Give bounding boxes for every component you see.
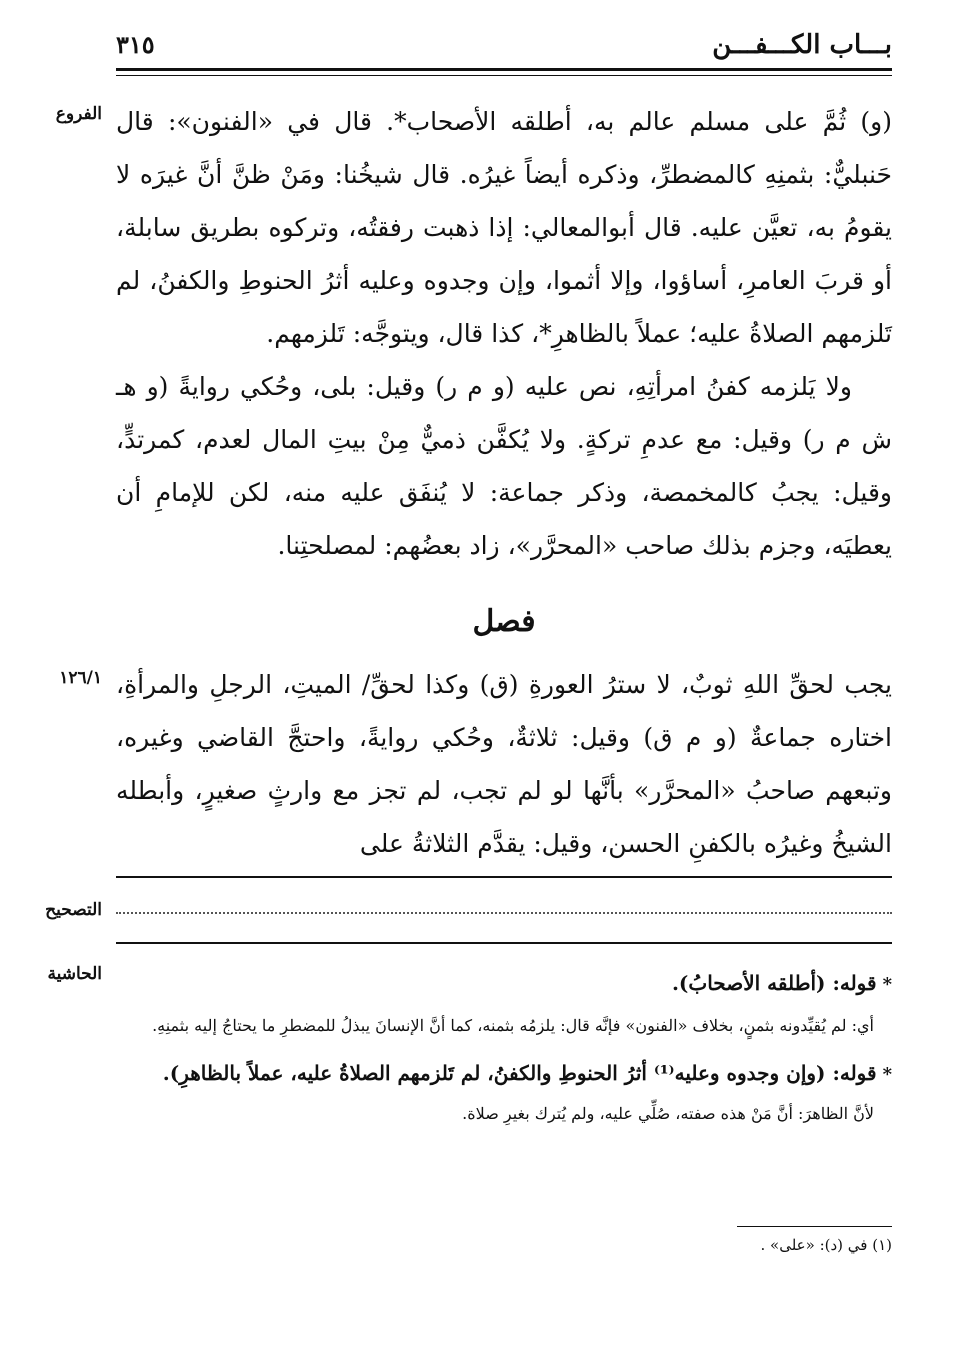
chapter-title: بـــاب الكـــفـــن bbox=[712, 30, 892, 60]
tashih-dotted-line bbox=[116, 912, 892, 914]
note-star: * bbox=[882, 974, 892, 995]
section-title: فصل bbox=[472, 604, 536, 639]
text-divider bbox=[116, 876, 892, 878]
margin-ref: ١٢٦/١ bbox=[59, 668, 102, 688]
page-header bbox=[116, 28, 892, 64]
footnote: (١) في (د): «على» . bbox=[760, 1236, 892, 1254]
header-rule bbox=[116, 68, 892, 76]
margin-label-tashih: التصحيح bbox=[45, 900, 102, 920]
note-body-2: لأنَّ الظاهرَ: أنَّ مَنْ هذه صفته، صُلِّي عليه، ولم يُترك بغيرِ صلاة. bbox=[462, 1104, 874, 1123]
page-number: ٣١٥ bbox=[116, 30, 155, 59]
section-text bbox=[116, 658, 892, 870]
main-paragraph-2: ولا يَلزمه كفنُ امرأتِهِ، نص عليه (و م ر) وقيل: بلى، وحُكي روايةً (و هـ ش م ر) وقيل: مع عدمِ تركةٍ. ولا يُكفَّن ذميٌّ مِنْ بيتِ المال لعدم، كمرتدٍّ، وقيل: يجبُ كالمخمصة، وذكر جماعة: لا يُنفَق عليه منه، لكن للإمامِ أن يعطيَه، وجزم بذلك صاحب «المحرَّر»، زاد بعضُهم: لمصلحتِنا. bbox=[116, 372, 892, 560]
note-body-1: أي: لم يُقيِّدونه بثمنٍ، بخلاف «الفنون» فإنَّه قال: يلزمُه بثمنه، كما أنَّ الإنسانَ يبذلُ للمضطرِ ما يحتاجُ إليه بثمنِهِ. bbox=[152, 1016, 874, 1035]
tashih-divider bbox=[116, 942, 892, 944]
note-star: * bbox=[882, 1064, 892, 1085]
main-text bbox=[116, 95, 892, 572]
note-heading-1-text: قوله: (أطلقه الأصحابُ). bbox=[671, 971, 877, 995]
notes-block bbox=[116, 966, 892, 1130]
note-heading-1 bbox=[116, 966, 892, 1002]
footnote-rule bbox=[737, 1226, 892, 1227]
note-heading-2-text: قوله: (وإن وجدوه وعليه⁽¹⁾ أثرُ الحنوطِ والكفنُ، لم تَلزمهم الصلاةُ عليه، عملاً بالظاهرِ). bbox=[162, 1061, 877, 1085]
margin-label-furu: الفروع bbox=[55, 104, 102, 124]
section-paragraph: يجب لحقِّ اللهِ ثوبٌ، لا سترُ العورةِ (ق) وكذا لحقِّ/ الميتِ، الرجلِ والمرأةِ، اختاره جماعةٌ (و م ق) وقيل: ثلاثةٌ، وحُكي روايةً، واحتجَّ القاضي وغيره، وتبعهم صاحبُ «المحرَّر» بأنَّها لو لم تجب، لم تجز مع وارثٍ صغيرٍ، وأبطله الشيخُ وغيرُه بالكفنِ الحسن، وقيل: يقدَّم الثلاثةُ على bbox=[116, 670, 892, 858]
main-paragraph-1: (و) ثُمَّ على مسلم عالم به، أطلقه الأصحاب*. قال في «الفنون»: قال حَنبليٌّ: بثمنِهِ كالمضطرِّ، وذكره أيضاً غيرُه. قال شيخُنا: ومَنْ ظنَّ أنَّ غيرَه لا يقومُ به، تعيَّن عليه. قال أبوالمعالي: إذا ذهبت رفقتُه، وتركوه بطريق سابلة، أو قربَ العامرِ، أساؤوا، وإلا أثموا، وإن وجدوه وعليه أثرُ الحنوطِ والكفنُ، لم تَلزمهم الصلاةُ عليه؛ عملاً بالظاهرِ*، كذا قال، ويتوجَّه: تَلزمهم. bbox=[116, 107, 892, 348]
note-heading-2 bbox=[116, 1056, 892, 1092]
margin-label-hashiya: الحاشية bbox=[47, 964, 102, 984]
